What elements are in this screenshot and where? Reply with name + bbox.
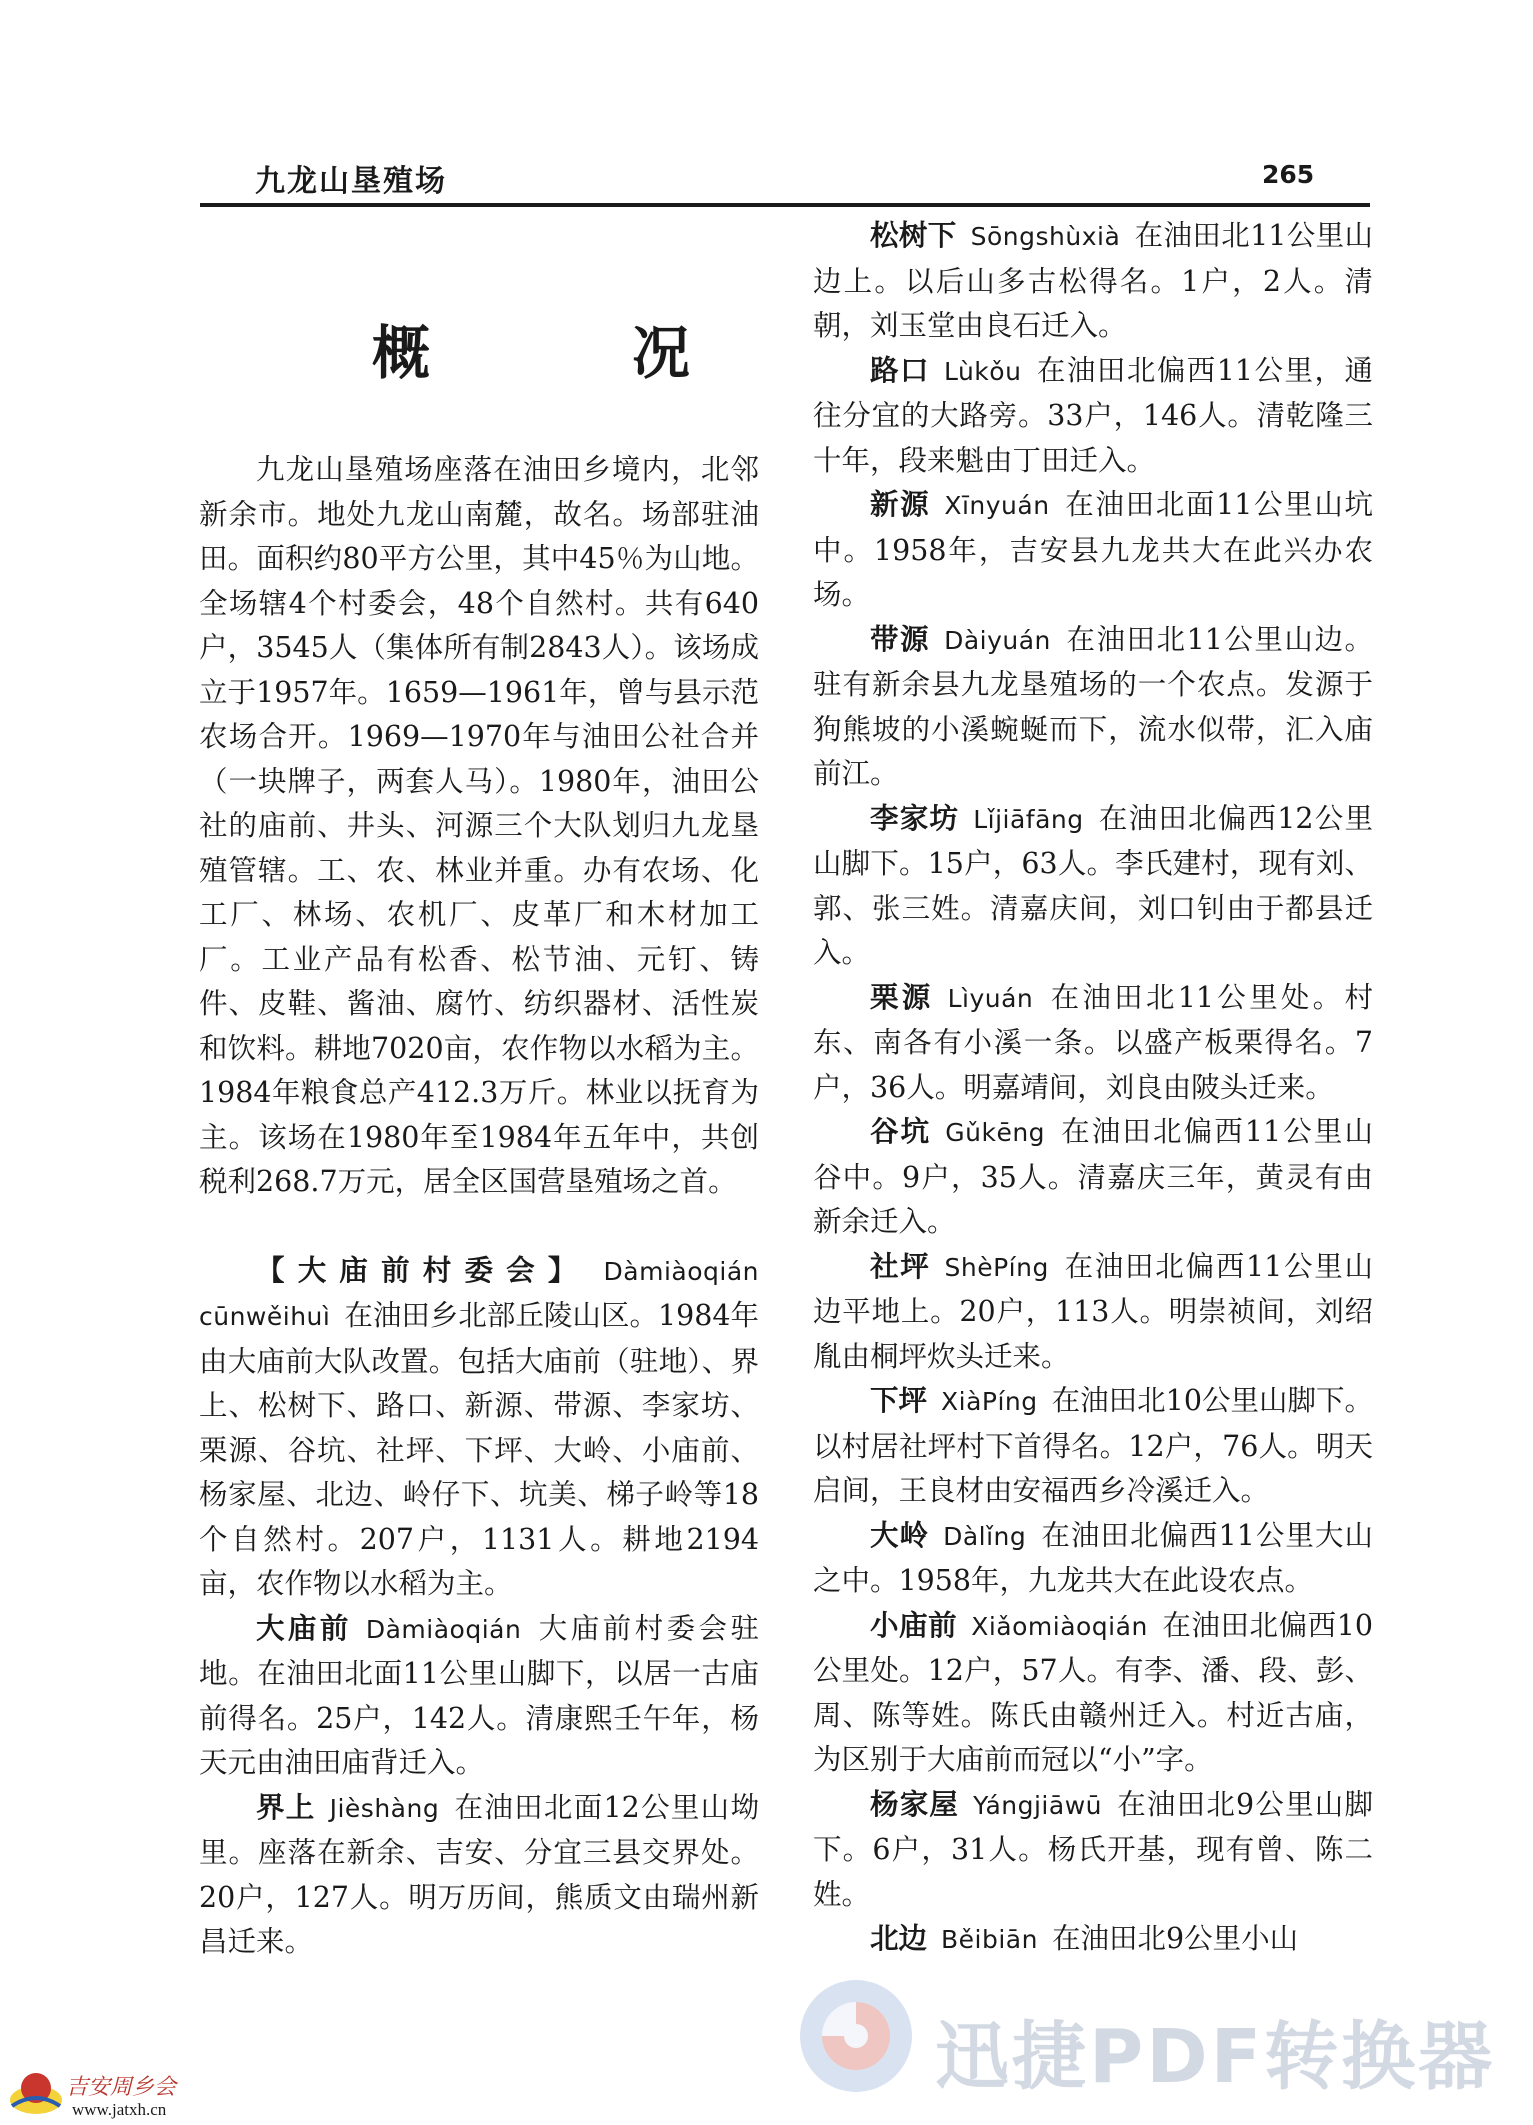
- entry-pinyin: Dàmiàoqián cūnwěihuì: [199, 1256, 759, 1331]
- entry-pinyin: Lìyuán: [947, 983, 1034, 1013]
- entry-name: 带源: [870, 622, 931, 656]
- entry-name: 【大庙前村委会】: [256, 1253, 590, 1287]
- entry-pinyin: Dàmiàoqián: [365, 1614, 522, 1644]
- entry-text: 在油田北偏西10公里处。12户，57人。有李、潘、段、彭、周、陈等姓。陈氏由赣州迁入。村近古庙，为区别于大庙前而冠以“小”字。: [813, 1608, 1373, 1776]
- entry-text: 在油田北11公里山边上。以后山多古松得名。1户，2人。清朝，刘玉堂由良石迁入。: [813, 219, 1373, 342]
- entry-text: 在油田北偏西11公里大山之中。1958年，九龙共大在此设农点。: [813, 1518, 1373, 1597]
- running-header-title: 九龙山垦殖场: [255, 164, 447, 199]
- entry-text: 在油田北偏西11公里山边平地上。20户，113人。明崇祯间，刘绍胤由桐坪炊头迁来。: [813, 1249, 1373, 1373]
- entry-paragraph: [199, 1607, 759, 1786]
- entry-paragraph: [813, 976, 1373, 1111]
- entry-text: 在油田北偏西11公里，通往分宜的大路旁。33户，146人。清乾隆三十年，段来魁由丁田迁入。: [813, 353, 1373, 477]
- entry-name: 谷坑: [870, 1115, 932, 1148]
- entry-pinyin: Dàiyuán: [944, 625, 1051, 655]
- entry-pinyin: Yángjiāwū: [973, 1790, 1102, 1820]
- overview-paragraph: 九龙山垦殖场座落在油田乡境内，北邻新余市。地处九龙山南麓，故名。场部驻油田。面积约80平方公里，其中45％为山地。全场辖4个村委会，48个自然村。共有640户，3545人（集体所有制2843人）。该场成立于1957年。1659—1961年，曾与县示范农场合开。1969—1970年与油田公社合并（一块牌子，两套人马）。1980年，油田公社的庙前、井头、河源三个大队划归九龙垦殖管辖。工、农、林业并重。办有农场、化工厂、林场、农机厂、皮革厂和木材加工厂。工业产品有松香、松节油、元钉、铸件、皮鞋、酱油、腐竹、纺织器材、活性炭和饮料。耕地7020亩，农作物以水稻为主。1984年粮食总产412.3万斤。林业以抚育为主。该场在1980年至1984年五年中，共创税利268.7万元，居全区国营垦殖场之首。: [199, 453, 759, 1198]
- entry-paragraph: [813, 797, 1373, 976]
- entry-pinyin: Xiǎomiàoqián: [971, 1611, 1148, 1641]
- entry-text: 在油田北9公里山脚下。6户，31人。杨氏开基，现有曾、陈二姓。: [813, 1787, 1373, 1911]
- entry-pinyin: XiàPíng: [941, 1387, 1038, 1416]
- entry-name: 大岭: [870, 1518, 930, 1552]
- entry-pinyin: Běibiān: [941, 1925, 1038, 1954]
- site-logo-icon: [6, 2060, 66, 2118]
- entry-pinyin: Dàlǐng: [943, 1521, 1027, 1551]
- section-heading: 概 况: [372, 319, 763, 387]
- site-url: www.jatxh.cn: [72, 2100, 167, 2119]
- entry-paragraph: [813, 1245, 1373, 1380]
- entry-paragraph: [813, 349, 1373, 484]
- entry-pinyin: Xīnyuán: [944, 491, 1050, 520]
- entry-name: 新源: [870, 488, 931, 521]
- watermark-text: 迅捷PDF转换器: [935, 2014, 1496, 2100]
- entry-text: 在油田北10公里山脚下。以村居社坪村下首得名。12户，76人。明天启间，王良材由安福西乡冷溪迁入。: [813, 1384, 1373, 1507]
- entry-name: 杨家屋: [870, 1787, 960, 1821]
- entry-text: 在油田北面11公里山坑中。1958年，吉安县九龙共大在此兴办农场。: [813, 488, 1373, 611]
- entry-text: 在油田北11公里处。村东、南各有小溪一条。以盛产板栗得名。7户，36人。明嘉靖间，刘良由陂头迁来。: [813, 980, 1373, 1104]
- entry-pinyin: Lùkǒu: [943, 356, 1022, 386]
- entry-paragraph: [813, 1110, 1373, 1245]
- entry-paragraph: [813, 1514, 1373, 1604]
- entry-paragraph: [199, 1786, 759, 1965]
- entry-pinyin: Sōngshùxià: [970, 222, 1121, 251]
- site-brand: 吉安周乡会: [66, 2075, 177, 2100]
- entry-text: 在油田北偏西12公里山脚下。15户，63人。李氏建村，现有刘、郭、张三姓。清嘉庆间，刘口钊由于都县迁入。: [813, 801, 1373, 969]
- entry-text: 在油田北偏西11公里山谷中。9户，35人。清嘉庆三年，黄灵有由新余迁入。: [813, 1115, 1373, 1238]
- entry-name: 松树下: [870, 219, 957, 252]
- entry-text: 大庙前村委会驻地。在油田北面11公里山脚下，以居一古庙前得名。25户，142人。清康熙壬午年，杨天元由油田庙背迁入。: [199, 1611, 759, 1779]
- entry-paragraph: [813, 1604, 1373, 1783]
- entry-name: 社坪: [870, 1249, 931, 1283]
- entry-name: 李家坊: [870, 801, 960, 835]
- entry-paragraph: [813, 1379, 1373, 1514]
- entry-text: 在油田乡北部丘陵山区。1984年由大庙前大队改置。包括大庙前（驻地）、界上、松树下、路口、新源、带源、李家坊、栗源、谷坑、社坪、下坪、大岭、小庙前、杨家屋、北边、岭仔下、坑美、梯子岭等18个自然村。207户，1131人。耕地2194亩，农作物以水稻为主。: [199, 1299, 759, 1600]
- entry-text: 在油田北面12公里山坳里。座落在新余、吉安、分宜三县交界处。20户，127人。明万历间，熊质文由瑞州新昌迁来。: [199, 1790, 759, 1958]
- header-divider: [200, 203, 1370, 207]
- entry-name: 北边: [870, 1922, 928, 1955]
- entry-paragraph: [813, 214, 1373, 349]
- entry-paragraph: [813, 1783, 1373, 1918]
- entry-name: 大庙前: [256, 1611, 352, 1645]
- entry-name: 下坪: [870, 1384, 928, 1417]
- entry-pinyin: Jièshàng: [329, 1793, 440, 1823]
- entry-pinyin: Gǔkēng: [945, 1118, 1046, 1147]
- entry-name: 界上: [256, 1790, 316, 1824]
- entry-name: 小庙前: [870, 1608, 958, 1642]
- entry-paragraph: [813, 1917, 1373, 1963]
- page-number: 265: [1262, 160, 1315, 189]
- entry-pinyin: ShèPíng: [944, 1252, 1049, 1282]
- entry-paragraph: [199, 1249, 759, 1607]
- right-column: [813, 214, 1373, 1963]
- entry-name: 路口: [870, 353, 930, 387]
- converter-logo-icon: [792, 1972, 920, 2100]
- entry-text: 在油田北9公里小山: [1051, 1922, 1299, 1955]
- entry-paragraph: [813, 483, 1373, 618]
- entry-text: 在油田北11公里山边。驻有新余县九龙垦殖场的一个农点。发源于狗熊坡的小溪蜿蜒而下，流水似带，汇入庙前江。: [813, 622, 1373, 790]
- entry-name: 栗源: [870, 980, 934, 1014]
- entry-paragraph: [813, 618, 1373, 797]
- entry-pinyin: Lǐjiāfāng: [973, 804, 1084, 834]
- left-column: [199, 448, 759, 1965]
